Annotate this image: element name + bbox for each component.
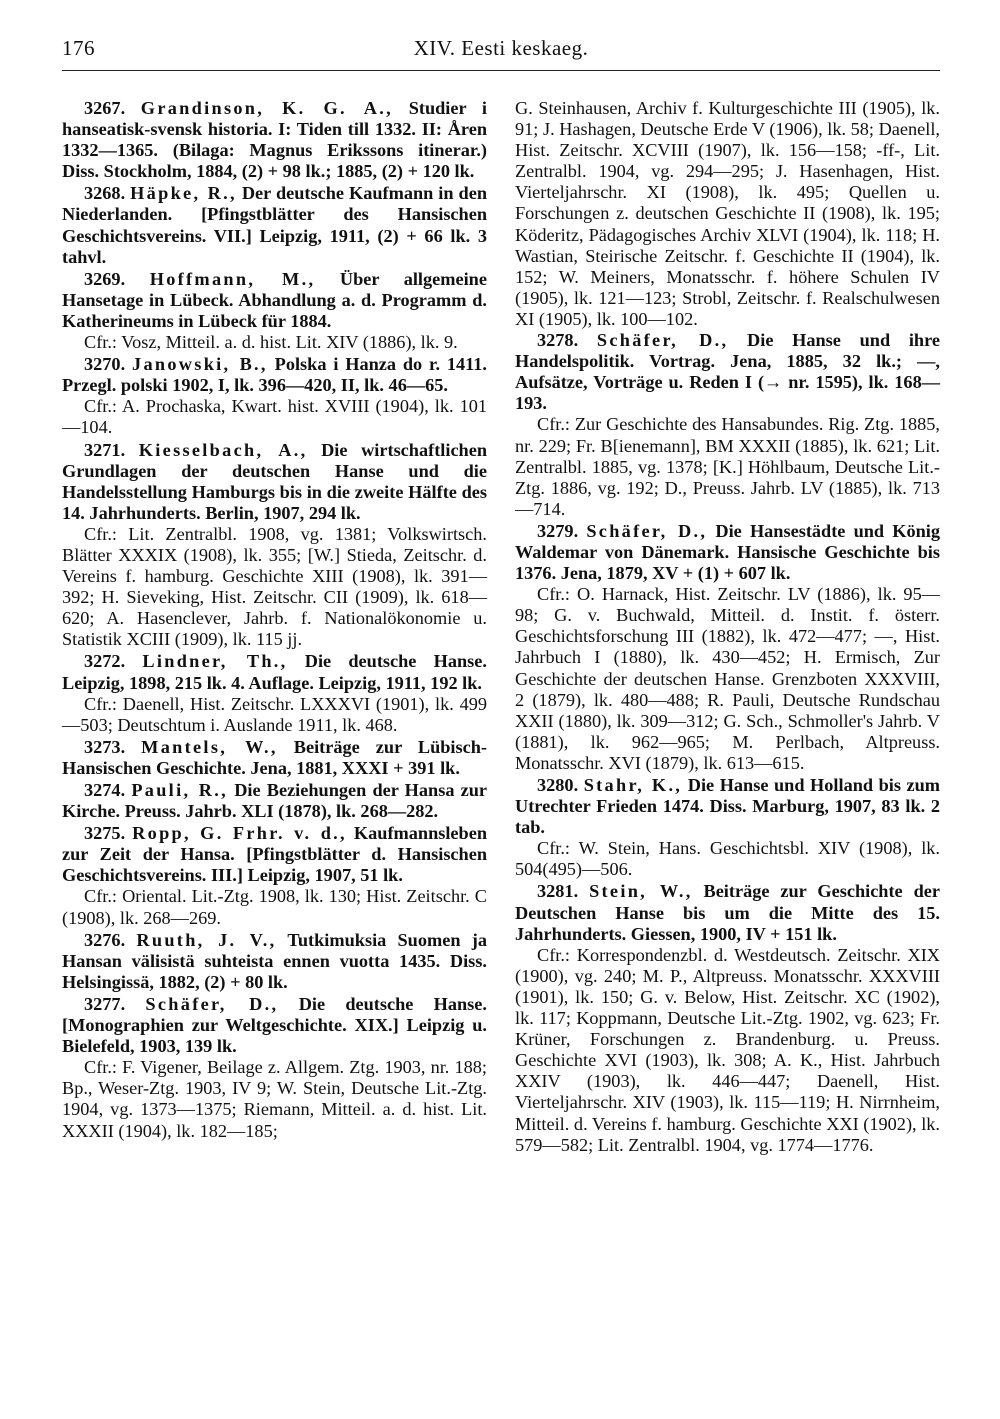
- entry-number: 3277.: [84, 993, 126, 1014]
- entry-number: 3280.: [537, 775, 579, 795]
- entry-citations: Cfr.: Korrespondenzbl. d. Westdeutsch. Zeitschr. XIX (1900), vg. 240; M. P., Altpreuss. Monatsschr. XXXVIII (1901), lk. 150; G. v. Below, Hist. Zeitschr. XC (1902), lk. 117; Koppmann, Deutsche Lit.-Ztg. 1902, vg. 623; Fr. Krüner, Forschungen z. Brandenburg. u. Preuss. Geschichte XVI (1903), lk. 308; A. K., Hist. Jahrbuch XXIV (1903), lk. 446—447; Daenell, Hist. Vierteljahrschr. XIV (1903), lk. 115—119; H. Nirrnheim, Mitteil. d. Vereins f. hamburg. Geschichte XXI (1902), lk. 579—582; Lit. Zentralbl. 1904, vg. 1774—1776.: [515, 944, 940, 1155]
- entry-author: Mantels, W.,: [141, 736, 278, 757]
- bibliography-entry: [515, 521, 940, 774]
- entry-author: Stein, W.,: [589, 881, 693, 902]
- entry-citations: Cfr.: A. Prochaska, Kwart. hist. XVIII (1904), lk. 101—104.: [62, 396, 487, 438]
- entry-heading: [62, 994, 487, 1057]
- entry-number: 3274.: [84, 780, 126, 800]
- bibliography-entry: [62, 930, 487, 993]
- entry-heading: [62, 737, 487, 779]
- entry-title: Polska i Hanza do r. 1411. Przegl. polski 1902, I, lk. 396—420, II, lk. 46—65.: [62, 354, 488, 396]
- entry-citations: Cfr.: Daenell, Hist. Zeitschr. LXXXVI (1901), lk. 499—503; Deutschtum i. Auslande 1911, lk. 468.: [62, 693, 487, 735]
- entry-author: Pauli, R.,: [131, 780, 229, 800]
- bibliography-entry: [515, 330, 940, 520]
- entry-citations: Cfr.: Vosz, Mitteil. a. d. hist. Lit. XIV (1886), lk. 9.: [84, 332, 458, 353]
- bibliography-entry: [62, 994, 487, 1142]
- entry-author: Hoffmann, M.,: [149, 268, 316, 289]
- entry-citations: Cfr.: W. Stein, Hans. Geschichtsbl. XIV (1908), lk. 504(495)—506.: [515, 838, 940, 880]
- entry-author: Janowski, B.,: [132, 354, 268, 375]
- entry-title: Über allgemeine Hansetage in Lübeck. Abhandlung a. d. Programm d. Katherineums in Lübeck für 1884.: [62, 268, 487, 331]
- entry-heading: [515, 330, 940, 414]
- entry-citations: Cfr.: O. Harnack, Hist. Zeitschr. LV (1886), lk. 95—98; G. v. Buchwald, Mitteil. d. Instit. f. österr. Geschichtsforschung III (1882), lk. 472—477; —, Hist. Jahrbuch I (1880), lk. 430—452; H. Ermisch, Zur Geschichte der deutschen Hanse. Grenzboten XXXVIII, 2 (1879), lk. 480—488; R. Pauli, Deutsche Rundschau XXII (1880), lk. 309—312; G. Sch., Schmoller's Jahrb. V (1881), lk. 962—965; M. Perlbach, Altpreuss. Monatsschr. XVI (1879), lk. 613—615.: [515, 584, 940, 773]
- entry-author: Stahr, K.,: [583, 775, 683, 795]
- entry-title: Kaufmannsleben zur Zeit der Hansa. [Pfingstblätter d. Hansischen Geschichtsvereins. III.] Leipzig, 1907, 51 lk.: [62, 823, 487, 886]
- entry-number: 3269.: [84, 268, 126, 289]
- entry-author: Häpke, R.,: [130, 183, 237, 204]
- bibliography-entry: [62, 651, 487, 735]
- entry-title: Die deutsche Hanse. Leipzig, 1898, 215 lk. 4. Auflage. Leipzig, 1911, 192 lk.: [62, 651, 487, 693]
- entry-number: 3279.: [537, 520, 579, 541]
- entry-author: Grandinson, K. G. A.,: [140, 98, 394, 118]
- running-title: XIV. Eesti keskaeg.: [413, 36, 589, 60]
- entry-number: 3268.: [84, 183, 126, 204]
- entry-title: Tutkimuksia Suomen ja Hansan välisistä suhteista ennen vuotta 1435. Diss. Helsingissä, 1882, (2) + 80 lk.: [62, 929, 487, 992]
- entry-heading: [62, 651, 487, 693]
- entry-number: 3271.: [84, 439, 126, 460]
- entry-title: Beiträge zur Geschichte der Deutschen Hanse bis um die Mitte des 15. Jahrhunderts. Giessen, 1900, IV + 151 lk.: [515, 881, 940, 944]
- entry-author: Kiesselbach, A.,: [138, 439, 308, 460]
- right-column: [515, 98, 940, 1156]
- entry-number: 3267.: [84, 98, 126, 118]
- entry-number: 3270.: [84, 354, 126, 375]
- two-column-body: [62, 98, 940, 1156]
- entry-title: Die deutsche Hanse. [Monographien zur Weltgeschichte. XIX.] Leipzig u. Bielefeld, 1903, 139 lk.: [62, 993, 487, 1057]
- entry-number: 3272.: [84, 651, 126, 672]
- entry-citations: Cfr.: Zur Geschichte des Hansabundes. Rig. Ztg. 1885, nr. 229; Fr. B[ienemann], BM XXXII (1885), lk. 621; Lit. Zentralbl. 1885, vg. 1378; [K.] Höhlbaum, Deutsche Lit.-Ztg. 1886, vg. 192; D., Preuss. Jahrb. LV (1885), lk. 713—714.: [515, 414, 940, 519]
- entry-title: Die Hanse und Holland bis zum Utrechter Frieden 1474. Diss. Marburg, 1907, 83 lk. 2 tab.: [515, 775, 941, 838]
- bibliography-entry: [62, 440, 487, 651]
- entry-title: Studier i hanseatisk-svensk historia. I: Tiden till 1332. II: Åren 1332—1365. (Bilaga: Magnus Erikssons itinerar.) Diss. Stockholm, 1884, (2) + 98 lk.; 1885, (2) + 120 lk.: [62, 98, 487, 182]
- entry-citations: Cfr.: F. Vigener, Beilage z. Allgem. Ztg. 1903, nr. 188; Bp., Weser-Ztg. 1903, IV 9; W. Stein, Deutsche Lit.-Ztg. 1904, vg. 1373—1375; Riemann, Mitteil. a. d. hist. Lit. XXXII (1904), lk. 182—185;: [62, 1057, 487, 1141]
- left-column: [62, 98, 487, 1156]
- entry-title: Der deutsche Kaufmann in den Niederlanden. [Pfingstblätter des Hansischen Geschichtsvereins. VII.] Leipzig, 1911, (2) + 66 lk. 3 tahvl.: [62, 183, 487, 267]
- entry-title: Die Beziehungen der Hansa zur Kirche. Preuss. Jahrb. XLI (1878), lk. 268—282.: [62, 780, 488, 822]
- entry-author: Schäfer, D.,: [586, 520, 708, 541]
- bibliography-entry: [62, 737, 487, 779]
- continued-citation: G. Steinhausen, Archiv f. Kulturgeschichte III (1905), lk. 91; J. Hashagen, Deutsche Erde V (1906), lk. 58; Daenell, Hist. Zeitschr. XCVIII (1907), lk. 156—158; -ff-, Lit. Zentralbl. 1904, vg. 294—295; J. Hasenhagen, Hist. Vierteljahrschr. XI (1908), lk. 495; Quellen u. Forschungen z. deutschen Geschichte II (1908), lk. 195; Köderitz, Pädagogisches Archiv XLVI (1904), lk. 118; H. Wastian, Steirische Zeitschr. f. Geschichte II (1904), lk. 152; W. Meiners, Monatsschr. f. höhere Schulen IV (1905), lk. 121—123; Strobl, Zeitschr. f. Realschulwesen XI (1905), lk. 100—102.: [515, 98, 940, 329]
- entry-heading: [515, 881, 940, 944]
- entry-heading: [62, 183, 487, 267]
- entry-heading: [62, 823, 487, 886]
- bibliography-entry: [62, 183, 487, 267]
- entry-heading: [62, 440, 487, 524]
- entry-author: Ropp, G. Frhr. v. d.,: [132, 823, 347, 844]
- entry-number: 3275.: [84, 823, 126, 844]
- entry-title: Die Hanse und ihre Handelspolitik. Vortrag. Jena, 1885, 32 lk.; —, Aufsätze, Vorträge u. Reden I (→ nr. 1595), lk. 168—193.: [515, 330, 940, 414]
- entry-heading: [62, 98, 487, 182]
- entry-heading: [515, 775, 940, 838]
- bibliography-entry: [62, 823, 487, 928]
- entry-title: Die wirtschaftlichen Grundlagen der deutschen Hanse und die Handelsstellung Hamburgs bis in die zweite Hälfte des 14. Jahrhunderts. Berlin, 1907, 294 lk.: [62, 439, 488, 523]
- entry-author: Schäfer, D.,: [145, 993, 279, 1014]
- page-number: 176: [62, 36, 95, 60]
- entry-number: 3278.: [537, 330, 579, 351]
- entry-heading: [62, 354, 487, 396]
- entry-number: 3273.: [84, 736, 126, 757]
- entry-heading: [62, 780, 487, 822]
- entry-number: 3281.: [537, 881, 579, 902]
- entry-heading: [62, 930, 487, 993]
- entry-heading: [62, 269, 487, 332]
- bibliography-entry: [62, 98, 487, 182]
- bibliography-entry: [62, 354, 487, 438]
- entry-author: Lindner, Th.,: [142, 651, 288, 672]
- bibliography-entry: [515, 775, 940, 880]
- entry-author: Schäfer, D.,: [596, 330, 729, 351]
- entry-title: Die Hansestädte und König Waldemar von Dänemark. Hansische Geschichte bis 1376. Jena, 1879, XV + (1) + 607 lk.: [515, 520, 940, 584]
- entry-author: Ruuth, J. V.,: [136, 929, 277, 950]
- entry-title: Beiträge zur Lübisch-Hansischen Geschichte. Jena, 1881, XXXI + 391 lk.: [62, 736, 487, 778]
- page-header: [62, 36, 940, 71]
- entry-heading: [515, 521, 940, 584]
- bibliography-entry: [62, 780, 487, 822]
- entry-citations: Cfr.: Oriental. Lit.-Ztg. 1908, lk. 130; Hist. Zeitschr. C (1908), lk. 268—269.: [62, 886, 487, 928]
- bibliography-entry: [515, 881, 940, 1155]
- bibliography-entry: [62, 269, 487, 353]
- entry-citations: Cfr.: Lit. Zentralbl. 1908, vg. 1381; Volkswirtsch. Blätter XXXIX (1908), lk. 355; [W.] Stieda, Zeitschr. d. Vereins f. hamburg. Geschichte XIII (1908), lk. 391—392; H. Sieveking, Hist. Zeitschr. CII (1909), lk. 618—620; A. Hasenclever, Jahrb. f. Nationalökonomie u. Statistik XCIII (1909), lk. 115 jj.: [62, 523, 487, 650]
- entry-number: 3276.: [84, 929, 126, 950]
